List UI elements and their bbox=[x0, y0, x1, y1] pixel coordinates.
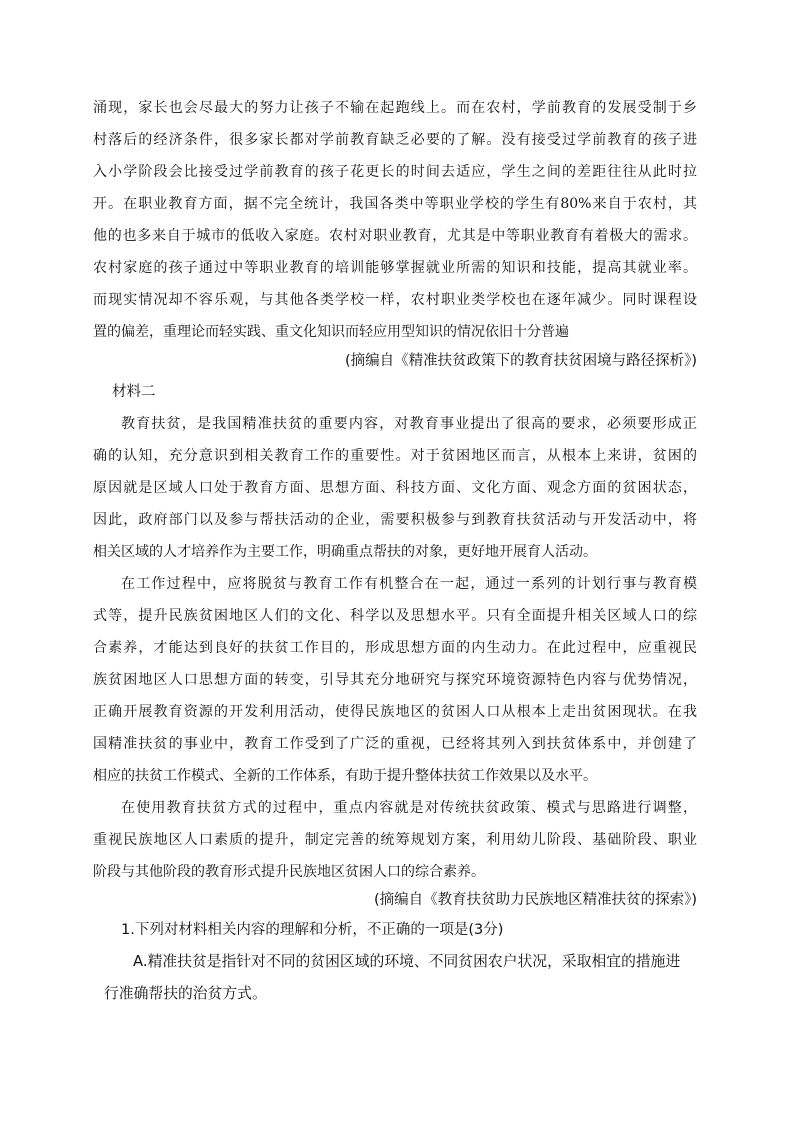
text-line: 合素养，才能达到良好的扶贫工作目的，形成思想方面的内生动力。在此过程中，应重视民 bbox=[93, 640, 697, 656]
text-line: 阶段与其他阶段的教育形式提升民族地区贫困人口的综合素养。 bbox=[93, 864, 485, 880]
text-line: 族贫困地区人口思想方面的转变，引导其充分地研究与探究环境资源特色内容与优势情况， bbox=[93, 672, 697, 688]
text-line: 教育扶贫，是我国精准扶贫的重要内容，对教育事业提出了很高的要求，必须要形成正 bbox=[121, 416, 697, 432]
text-line: 正确开展教育资源的开发利用活动，使得民族地区的贫困人口从根本上走出贫困现状。在我 bbox=[93, 704, 697, 720]
text-line: 而现实情况却不容乐观，与其他各类学校一样，农村职业类学校也在逐年减少。同时课程设 bbox=[93, 292, 697, 308]
text-line: 因此，政府部门以及参与帮扶活动的企业，需要积极参与到教育扶贫活动与开发活动中，将 bbox=[93, 512, 697, 528]
text-line: 他的也多来自于城市的低收入家庭。农村对职业教育，尤其是中等职业教育有着极大的需求。 bbox=[93, 228, 697, 244]
text-line: 入小学阶段会比接受过学前教育的孩子花更长的时间去适应，学生之间的差距往往从此时拉 bbox=[93, 164, 697, 180]
text-line: 置的偏差，重理论而轻实践、重文化知识而轻应用型知识的情况依旧十分普遍 bbox=[93, 324, 569, 340]
text-line: 在工作过程中，应将脱贫与教育工作有机整合在一起，通过一系列的计划行事与教育模 bbox=[121, 576, 697, 592]
text-line: 开。在职业教育方面，据不完全统计，我国各类中等职业学校的学生有80%来自于农村，其 bbox=[93, 196, 697, 212]
text-line: 国精准扶贫的事业中，教育工作受到了广泛的重视，已经将其列入到扶贫体系中，并创建了 bbox=[93, 736, 697, 752]
text-line: 原因就是区域人口处于教育方面、思想方面、科技方面、文化方面、观念方面的贫困状态， bbox=[93, 480, 697, 496]
question-stem: 1.下列对材料相关内容的理解和分析，不正确的一项是(3分) bbox=[121, 922, 504, 938]
text-line: 式等，提升民族贫困地区人们的文化、科学以及思想水平。只有全面提升相关区域人口的综 bbox=[93, 608, 697, 624]
option-a-continued: 行准确帮扶的治贫方式。 bbox=[104, 985, 267, 1002]
option-a: A.精准扶贫是指针对不同的贫困区域的环境、不同贫困农户状况，采取相宜的措施进 bbox=[133, 953, 681, 970]
text-line: 确的认知，充分意识到相关教育工作的重要性。对于贫困地区而言，从根本上来讲，贫困的 bbox=[93, 448, 697, 464]
text-line: 重视民族地区人口素质的提升，制定完善的统筹规划方案，利用幼儿阶段、基础阶段、职业 bbox=[93, 832, 697, 848]
text-line: 涌现，家长也会尽最大的努力让孩子不输在起跑线上。而在农村，学前教育的发展受制于乡 bbox=[93, 100, 697, 116]
source-citation: (摘编自《教育扶贫助力民族地区精准扶贫的探索》) bbox=[373, 892, 697, 908]
text-line: 相关区域的人才培养作为主要工作，明确重点帮扶的对象，更好地开展育人活动。 bbox=[93, 544, 597, 560]
text-line: 农村家庭的孩子通过中等职业教育的培训能够掌握就业所需的知识和技能，提高其就业率。 bbox=[93, 260, 697, 276]
text-line: 相应的扶贫工作模式、全新的工作体系，有助于提升整体扶贫工作效果以及水平。 bbox=[93, 768, 597, 784]
text-line: 在使用教育扶贫方式的过程中，重点内容就是对传统扶贫政策、模式与思路进行调整， bbox=[121, 800, 697, 816]
section-heading: 材料二 bbox=[112, 384, 156, 400]
text-line: 村落后的经济条件，很多家长都对学前教育缺乏必要的了解。没有接受过学前教育的孩子进 bbox=[93, 132, 697, 148]
source-citation: (摘编自《精准扶贫政策下的教育扶贫困境与路径探析》) bbox=[344, 353, 697, 369]
